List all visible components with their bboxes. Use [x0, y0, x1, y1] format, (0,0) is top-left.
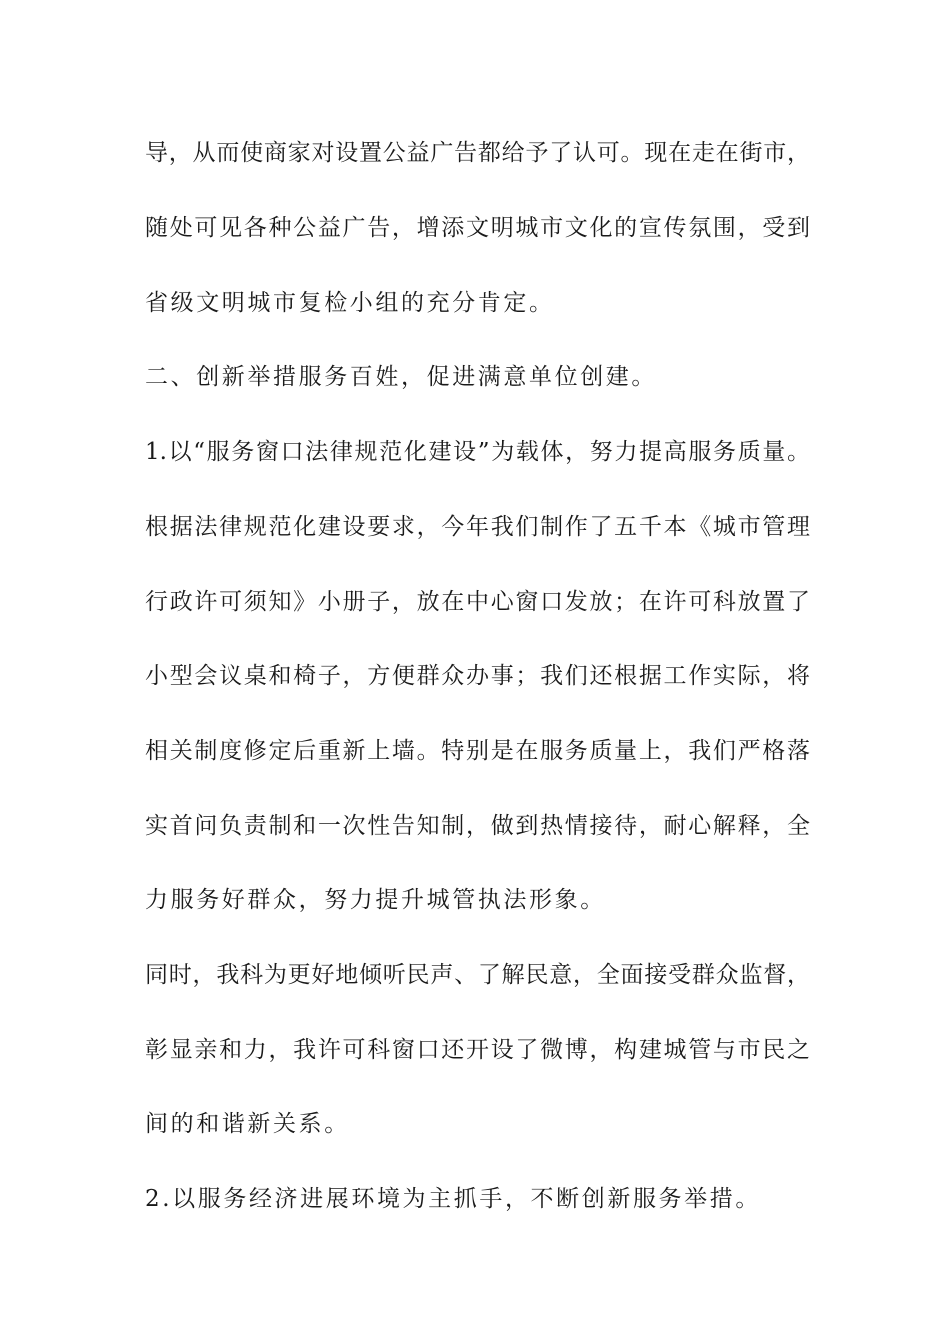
text-line: 力服务好群众，努力提升城管执法形象。: [145, 887, 606, 913]
subsection-heading: 1.以“服务窗口法律规范化建设”为载体，努力提高服务质量。: [145, 439, 810, 465]
text-line: 随处可见各种公益广告，增添文明城市文化的宣传氛围，受到: [145, 215, 810, 241]
text-line: 间的和谐新关系。: [145, 1111, 350, 1137]
section-heading: 二、创新举措服务百姓，促进满意单位创建。: [145, 364, 657, 390]
text-line: 省级文明城市复检小组的充分肯定。: [145, 290, 555, 316]
text-line: 根据法律规范化建设要求，今年我们制作了五千本《城市管理: [145, 514, 810, 540]
text-line: 导，从而使商家对设置公益广告都给予了认可。现在走在街市，: [145, 140, 810, 166]
text-line: 行政许可须知》小册子，放在中心窗口发放；在许可科放置了: [145, 589, 810, 615]
text-line: 同时，我科为更好地倾听民声、了解民意，全面接受群众监督，: [145, 962, 810, 988]
subsection-heading: 2.以服务经济进展环境为主抓手，不断创新服务举措。: [145, 1186, 761, 1212]
text-line: 实首问负责制和一次性告知制，做到热情接待，耐心解释，全: [145, 813, 810, 839]
text-line: 彰显亲和力，我许可科窗口还开设了微博，构建城管与市民之: [145, 1037, 810, 1063]
text-line: 相关制度修定后重新上墙。特别是在服务质量上，我们严格落: [145, 738, 810, 764]
text-line: 小型会议桌和椅子，方便群众办事；我们还根据工作实际，将: [145, 663, 810, 689]
